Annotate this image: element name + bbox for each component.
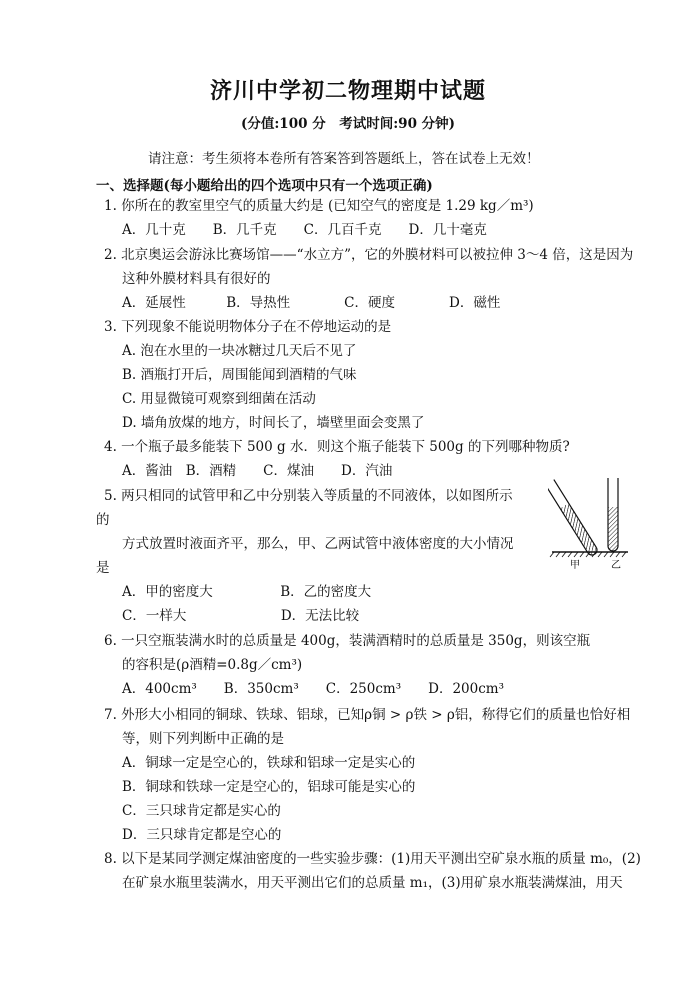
notice: 请注意：考生须将本卷所有答案答到答题纸上，答在试卷上无效！ bbox=[148, 151, 540, 167]
question-6-options: A．400cm³ B．350cm³ C．250cm³ D．200cm³ bbox=[122, 681, 504, 697]
question-3-option-c: C. 用显微镜可观察到细菌在活动 bbox=[122, 391, 316, 407]
question-1: 1. 你所在的教室里空气的质量大约是 (已知空气的密度是 1.29 kg／m³) bbox=[104, 198, 534, 214]
question-7-option-c: C．三只球肯定都是实心的 bbox=[122, 803, 281, 819]
label-jia: 甲 bbox=[570, 560, 580, 570]
section-heading: 一、选择题(每小题给出的四个选项中只有一个选项正确) bbox=[96, 178, 433, 194]
question-8-cont: 在矿泉水瓶里装满水，用天平测出它们的总质量 m₁，(3)用矿泉水瓶装满煤油，用天 bbox=[122, 875, 623, 891]
question-3-option-d: D. 墙角放煤的地方，时间长了，墙壁里面会变黑了 bbox=[122, 415, 425, 431]
question-5-cont2: 方式放置时液面齐平，那么，甲、乙两试管中液体密度的大小情况 bbox=[122, 536, 514, 552]
question-1-options: A．几十克 B．几千克 C．几百千克 D．几十毫克 bbox=[122, 222, 487, 238]
question-7-option-a: A．铜球一定是空心的，铁球和铝球一定是实心的 bbox=[122, 755, 416, 771]
question-5-options-cd: C．一样大 D．无法比较 bbox=[122, 608, 360, 624]
test-tube-diagram bbox=[548, 470, 638, 570]
question-2-options: A．延展性 B．导热性 C．硬度 D．磁性 bbox=[122, 295, 501, 311]
exam-info: (分值:100 分 考试时间:90 分钟) bbox=[240, 116, 456, 132]
question-7-option-b: B．铜球和铁球一定是空心的，铝球可能是实心的 bbox=[122, 779, 416, 795]
label-yi: 乙 bbox=[611, 560, 621, 570]
question-5-options-ab: A．甲的密度大 B．乙的密度大 bbox=[122, 584, 372, 600]
question-3-option-a: A. 泡在水里的一块冰糖过几天后不见了 bbox=[122, 343, 357, 359]
question-5: 5. 两只相同的试管甲和乙中分别装入等质量的不同液体，以如图所示 bbox=[104, 488, 513, 504]
question-5-cont3: 是 bbox=[96, 560, 110, 576]
question-7: 7. 外形大小相同的铜球、铁球、铝球，已知ρ铜 > ρ铁 > ρ铝，称得它们的质量也恰好相 bbox=[104, 707, 631, 723]
question-4-options: A．酱油 B．酒精 C．煤油 D．汽油 bbox=[122, 463, 393, 479]
question-3-option-b: B. 酒瓶打开后，周围能闻到酒精的气味 bbox=[122, 367, 357, 383]
question-8: 8. 以下是某同学测定煤油密度的一些实验步骤：(1)用天平测出空矿泉水瓶的质量 m₀，(2) bbox=[104, 851, 641, 867]
page-title: 济川中学初二物理期中试题 bbox=[209, 78, 486, 104]
question-4: 4. 一个瓶子最多能装下 500 g 水．则这个瓶子能装下 500g 的下列哪种物质? bbox=[104, 439, 570, 455]
question-5-cont: 的 bbox=[96, 512, 110, 528]
test-tube-figure bbox=[548, 470, 638, 570]
question-3: 3. 下列现象不能说明物体分子在不停地运动的是 bbox=[104, 319, 392, 335]
question-2-cont: 这种外膜材料具有很好的 bbox=[122, 271, 271, 287]
question-6: 6. 一只空瓶装满水时的总质量是 400g，装满酒精时的总质量是 350g，则该空瓶 bbox=[104, 633, 591, 649]
question-2: 2. 北京奥运会游泳比赛场馆——“水立方”，它的外膜材料可以被拉伸 3～4 倍，这是因为 bbox=[104, 247, 634, 263]
question-7-option-d: D．三只球肯定都是空心的 bbox=[122, 827, 282, 843]
question-6-cont: 的容积是(ρ酒精=0.8g／cm³) bbox=[122, 657, 303, 673]
question-7-cont: 等，则下列判断中正确的是 bbox=[122, 731, 284, 747]
